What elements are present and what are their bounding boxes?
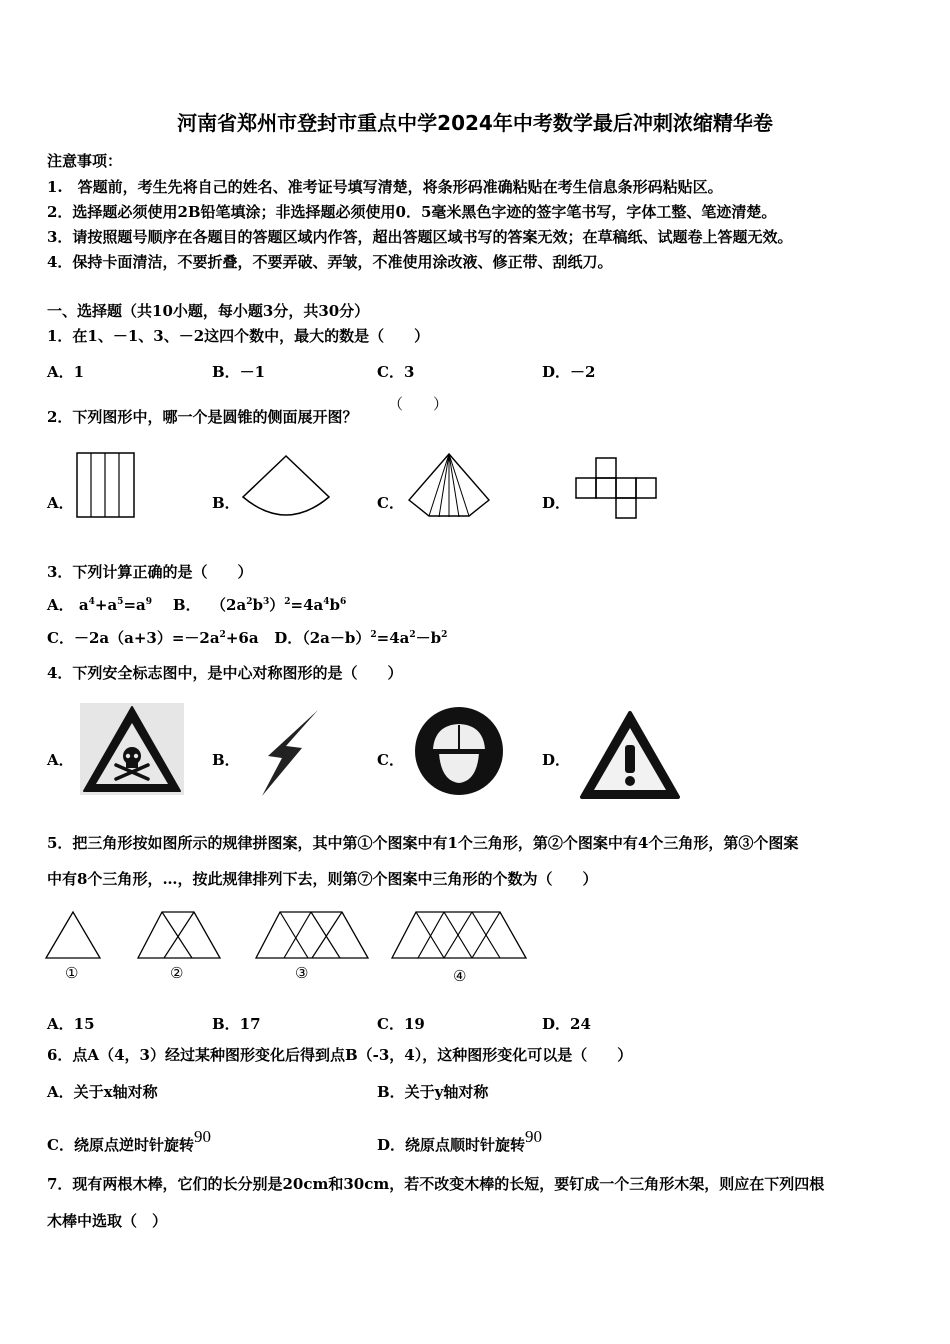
q6-option-b[interactable]: B．关于y轴对称: [377, 1083, 489, 1101]
q4-option-b[interactable]: B．: [212, 751, 240, 769]
q2-option-a[interactable]: A．: [47, 494, 74, 512]
q2-paren: （ ）: [388, 395, 449, 413]
hard-hat-icon: [413, 705, 505, 797]
page-title: 河南省郑州市登封市重点中学2024年中考数学最后冲刺浓缩精华卷: [177, 111, 773, 135]
q1-option-c[interactable]: C．3: [377, 363, 415, 381]
q5-option-b[interactable]: B．17: [212, 1015, 261, 1033]
q4-option-d[interactable]: D．: [542, 751, 571, 769]
q1-option-b[interactable]: B．－1: [212, 363, 266, 381]
triangle-pattern-2: [136, 910, 224, 960]
exclamation-warning-icon: [580, 710, 682, 802]
q3-option-ab-line: [47, 596, 346, 614]
q6-option-d[interactable]: D．绕原点顺时针旋转90: [377, 1127, 543, 1154]
q5-stem-line2: 中有8个三角形，…，按此规律排列下去，则第⑦个图案中三角形的个数为（ ）: [47, 870, 598, 888]
q7-stem-line1: 7．现有两根木棒，它们的长分别是20cm和30cm，若不改变木棒的长短，要钉成一个三角形木架，则应在下列四根: [47, 1175, 825, 1193]
triangle-pattern-1: [44, 910, 104, 960]
q5-stem-line1: 5．把三角形按如图所示的规律拼图案，其中第①个图案中有1个三角形，第②个图案中有4个三角形，第③个图案: [47, 834, 799, 852]
q2-figure-sector: [241, 455, 333, 521]
q6-stem: 6．点A（4，3）经过某种图形变化后得到点B（-3，4），这种图形变化可以是（ ）: [47, 1046, 633, 1064]
figure-label: ②: [170, 964, 184, 982]
triangle-pattern-3: [254, 910, 372, 960]
figure-label: ④: [453, 967, 467, 985]
q1-option-d[interactable]: D．－2: [542, 363, 596, 381]
q5-option-a[interactable]: A．15: [47, 1015, 95, 1033]
q7-stem-line2: 木棒中选取（ ）: [47, 1212, 168, 1230]
q3-option-a[interactable]: A． $a^4+a^5=a^9$: [47, 596, 152, 614]
q6-option-a[interactable]: A．关于x轴对称: [47, 1083, 158, 1101]
figure-label: ③: [295, 964, 309, 982]
triangle-pattern-4: [390, 910, 530, 960]
notice-item: 4．保持卡面清洁，不要折叠，不要弄破、弄皱，不准使用涂改液、修正带、刮纸刀。: [47, 253, 613, 271]
q4-stem: 4．下列安全标志图中，是中心对称图形的是（ ）: [47, 664, 403, 682]
notice-item: 2．选择题必须使用2B铅笔填涂；非选择题必须使用0．5毫米黑色字迹的签字笔书写，字体工整、笔迹清楚。: [47, 203, 777, 221]
q5-option-d[interactable]: D．24: [542, 1015, 591, 1033]
q2-stem: 2．下列图形中，哪一个是圆锥的侧面展开图？: [47, 408, 358, 426]
q2-figure-rectangles: [76, 452, 138, 520]
notice-item: 1. 答题前，考生先将自己的姓名、准考证号填写清楚，将条形码准确粘贴在考生信息条形码粘贴区。: [47, 178, 723, 196]
q2-option-c[interactable]: C．: [377, 494, 404, 512]
q3-option-cd-line: [47, 629, 447, 647]
q2-figure-pyramid-net: [407, 452, 493, 520]
q6-option-c[interactable]: C．绕原点逆时针旋转90: [47, 1127, 211, 1154]
q2-option-d[interactable]: D．: [542, 494, 571, 512]
q3-option-c[interactable]: C．$-2a(a+3)=-2a^2+6a$: [47, 629, 259, 647]
q1-option-a[interactable]: A．1: [47, 363, 85, 381]
q4-option-a[interactable]: A．: [47, 751, 74, 769]
q1-stem: 1．在1、－1、3、－2这四个数中，最大的数是（ ）: [47, 327, 430, 345]
q5-option-c[interactable]: C．19: [377, 1015, 425, 1033]
notice-heading: 注意事项：: [47, 152, 123, 170]
figure-label: ①: [65, 964, 79, 982]
q3-stem: 3．下列计算正确的是（ ）: [47, 563, 253, 581]
q3-option-d[interactable]: D．$(2a-b)^2=4a^2-b^2$: [274, 629, 448, 647]
poison-warning-icon: [80, 703, 186, 797]
q2-figure-cube-net: [575, 457, 661, 521]
notice-item: 3．请按照题号顺序在各题目的答题区域内作答，超出答题区域书写的答案无效；在草稿纸、试题卷上答题无效。: [47, 228, 793, 246]
q4-option-c[interactable]: C．: [377, 751, 404, 769]
q2-option-b[interactable]: B．: [212, 494, 240, 512]
section-heading: 一、选择题（共10小题，每小题3分，共30分）: [47, 302, 370, 320]
q3-option-b[interactable]: B． $(2a^2b^3)^2=4a^4b^6$: [172, 596, 347, 614]
lightning-icon: [256, 708, 326, 800]
